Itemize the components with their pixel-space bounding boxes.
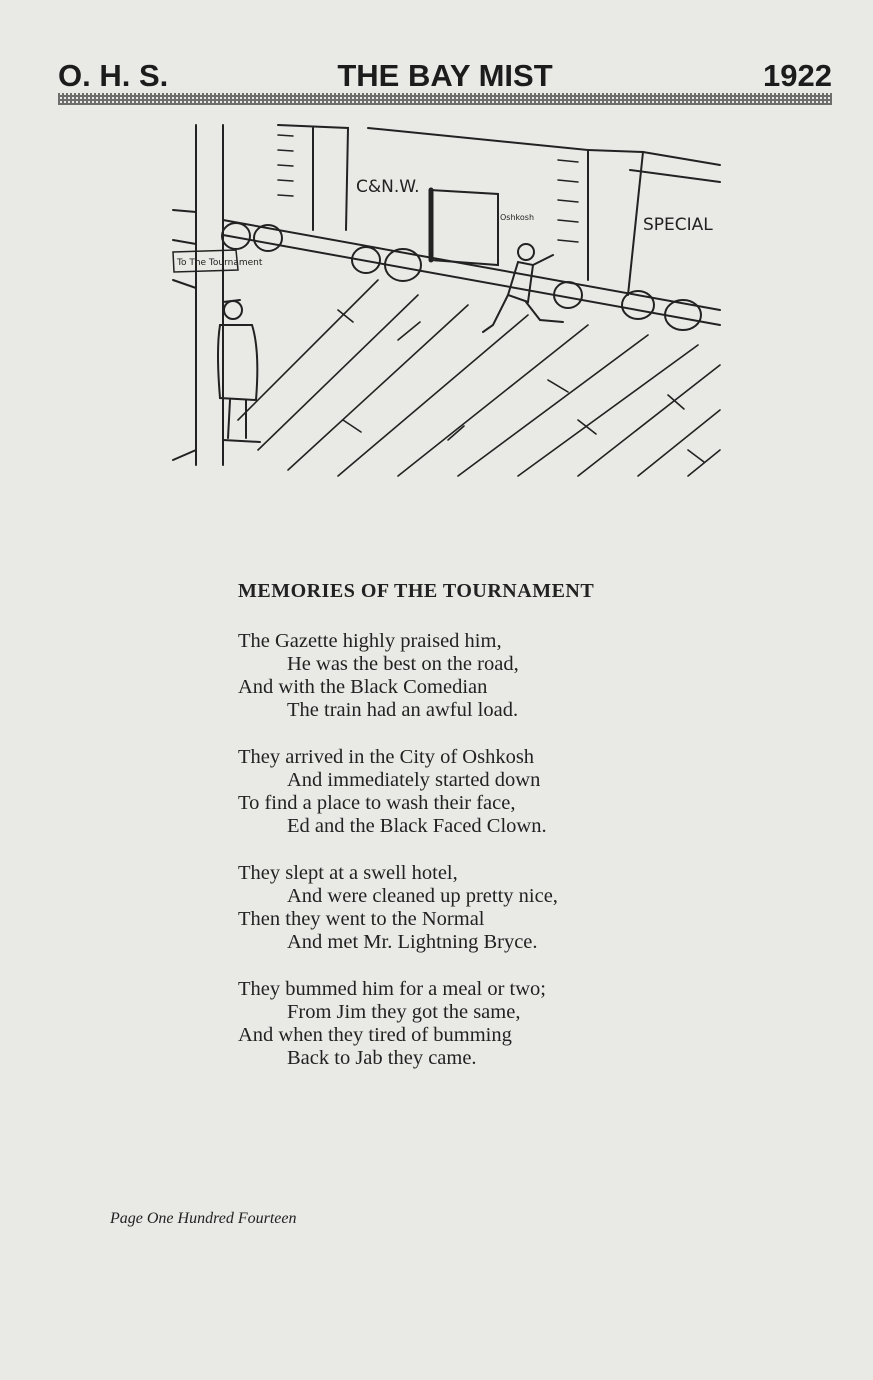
poem-line: The train had an awful load. <box>287 699 519 721</box>
poem-line: They arrived in the City of Oshkosh <box>238 746 535 768</box>
car-lettering: C&N.W. <box>356 177 420 197</box>
poem-title: MEMORIES OF THE TOURNAMENT <box>238 580 595 602</box>
poem-line: From Jim they got the same, <box>287 1001 521 1023</box>
poem-line: And when they tired of bumming <box>238 1024 512 1046</box>
page-header <box>58 56 832 96</box>
poem-line: And with the Black Comedian <box>238 676 488 698</box>
poem-line: Back to Jab they came. <box>287 1047 477 1069</box>
poem-line: And were cleaned up pretty nice, <box>287 885 558 907</box>
header-year: 1922 <box>763 58 832 93</box>
page-number-label: Page One Hundred Fourteen <box>110 1210 297 1227</box>
poem-line: To find a place to wash their face, <box>238 792 516 814</box>
poem-stanza <box>238 978 678 1070</box>
header-rule <box>58 93 832 105</box>
poem-body <box>238 630 678 1094</box>
poem-line: They slept at a swell hotel, <box>238 862 458 884</box>
poem-line: The Gazette highly praised him, <box>238 630 502 652</box>
poem-line: Ed and the Black Faced Clown. <box>287 815 547 837</box>
header-school: O. H. S. <box>58 58 169 93</box>
header-publication-title: THE BAY MIST <box>337 58 553 93</box>
poem-stanza <box>238 862 678 954</box>
poem-line: He was the best on the road, <box>287 653 519 675</box>
poem-stanza <box>238 630 678 722</box>
train-illustration <box>168 120 724 482</box>
poem-line: They bummed him for a meal or two; <box>238 978 546 1000</box>
door-sign: Oshkosh <box>500 213 535 222</box>
poem-line: And met Mr. Lightning Bryce. <box>287 931 538 953</box>
post-sign-text: To The Tournament <box>177 258 263 268</box>
special-lettering: SPECIAL <box>643 215 713 235</box>
poem-line: Then they went to the Normal <box>238 908 485 930</box>
poem-stanza <box>238 746 678 838</box>
poem-line: And immediately started down <box>287 769 541 791</box>
